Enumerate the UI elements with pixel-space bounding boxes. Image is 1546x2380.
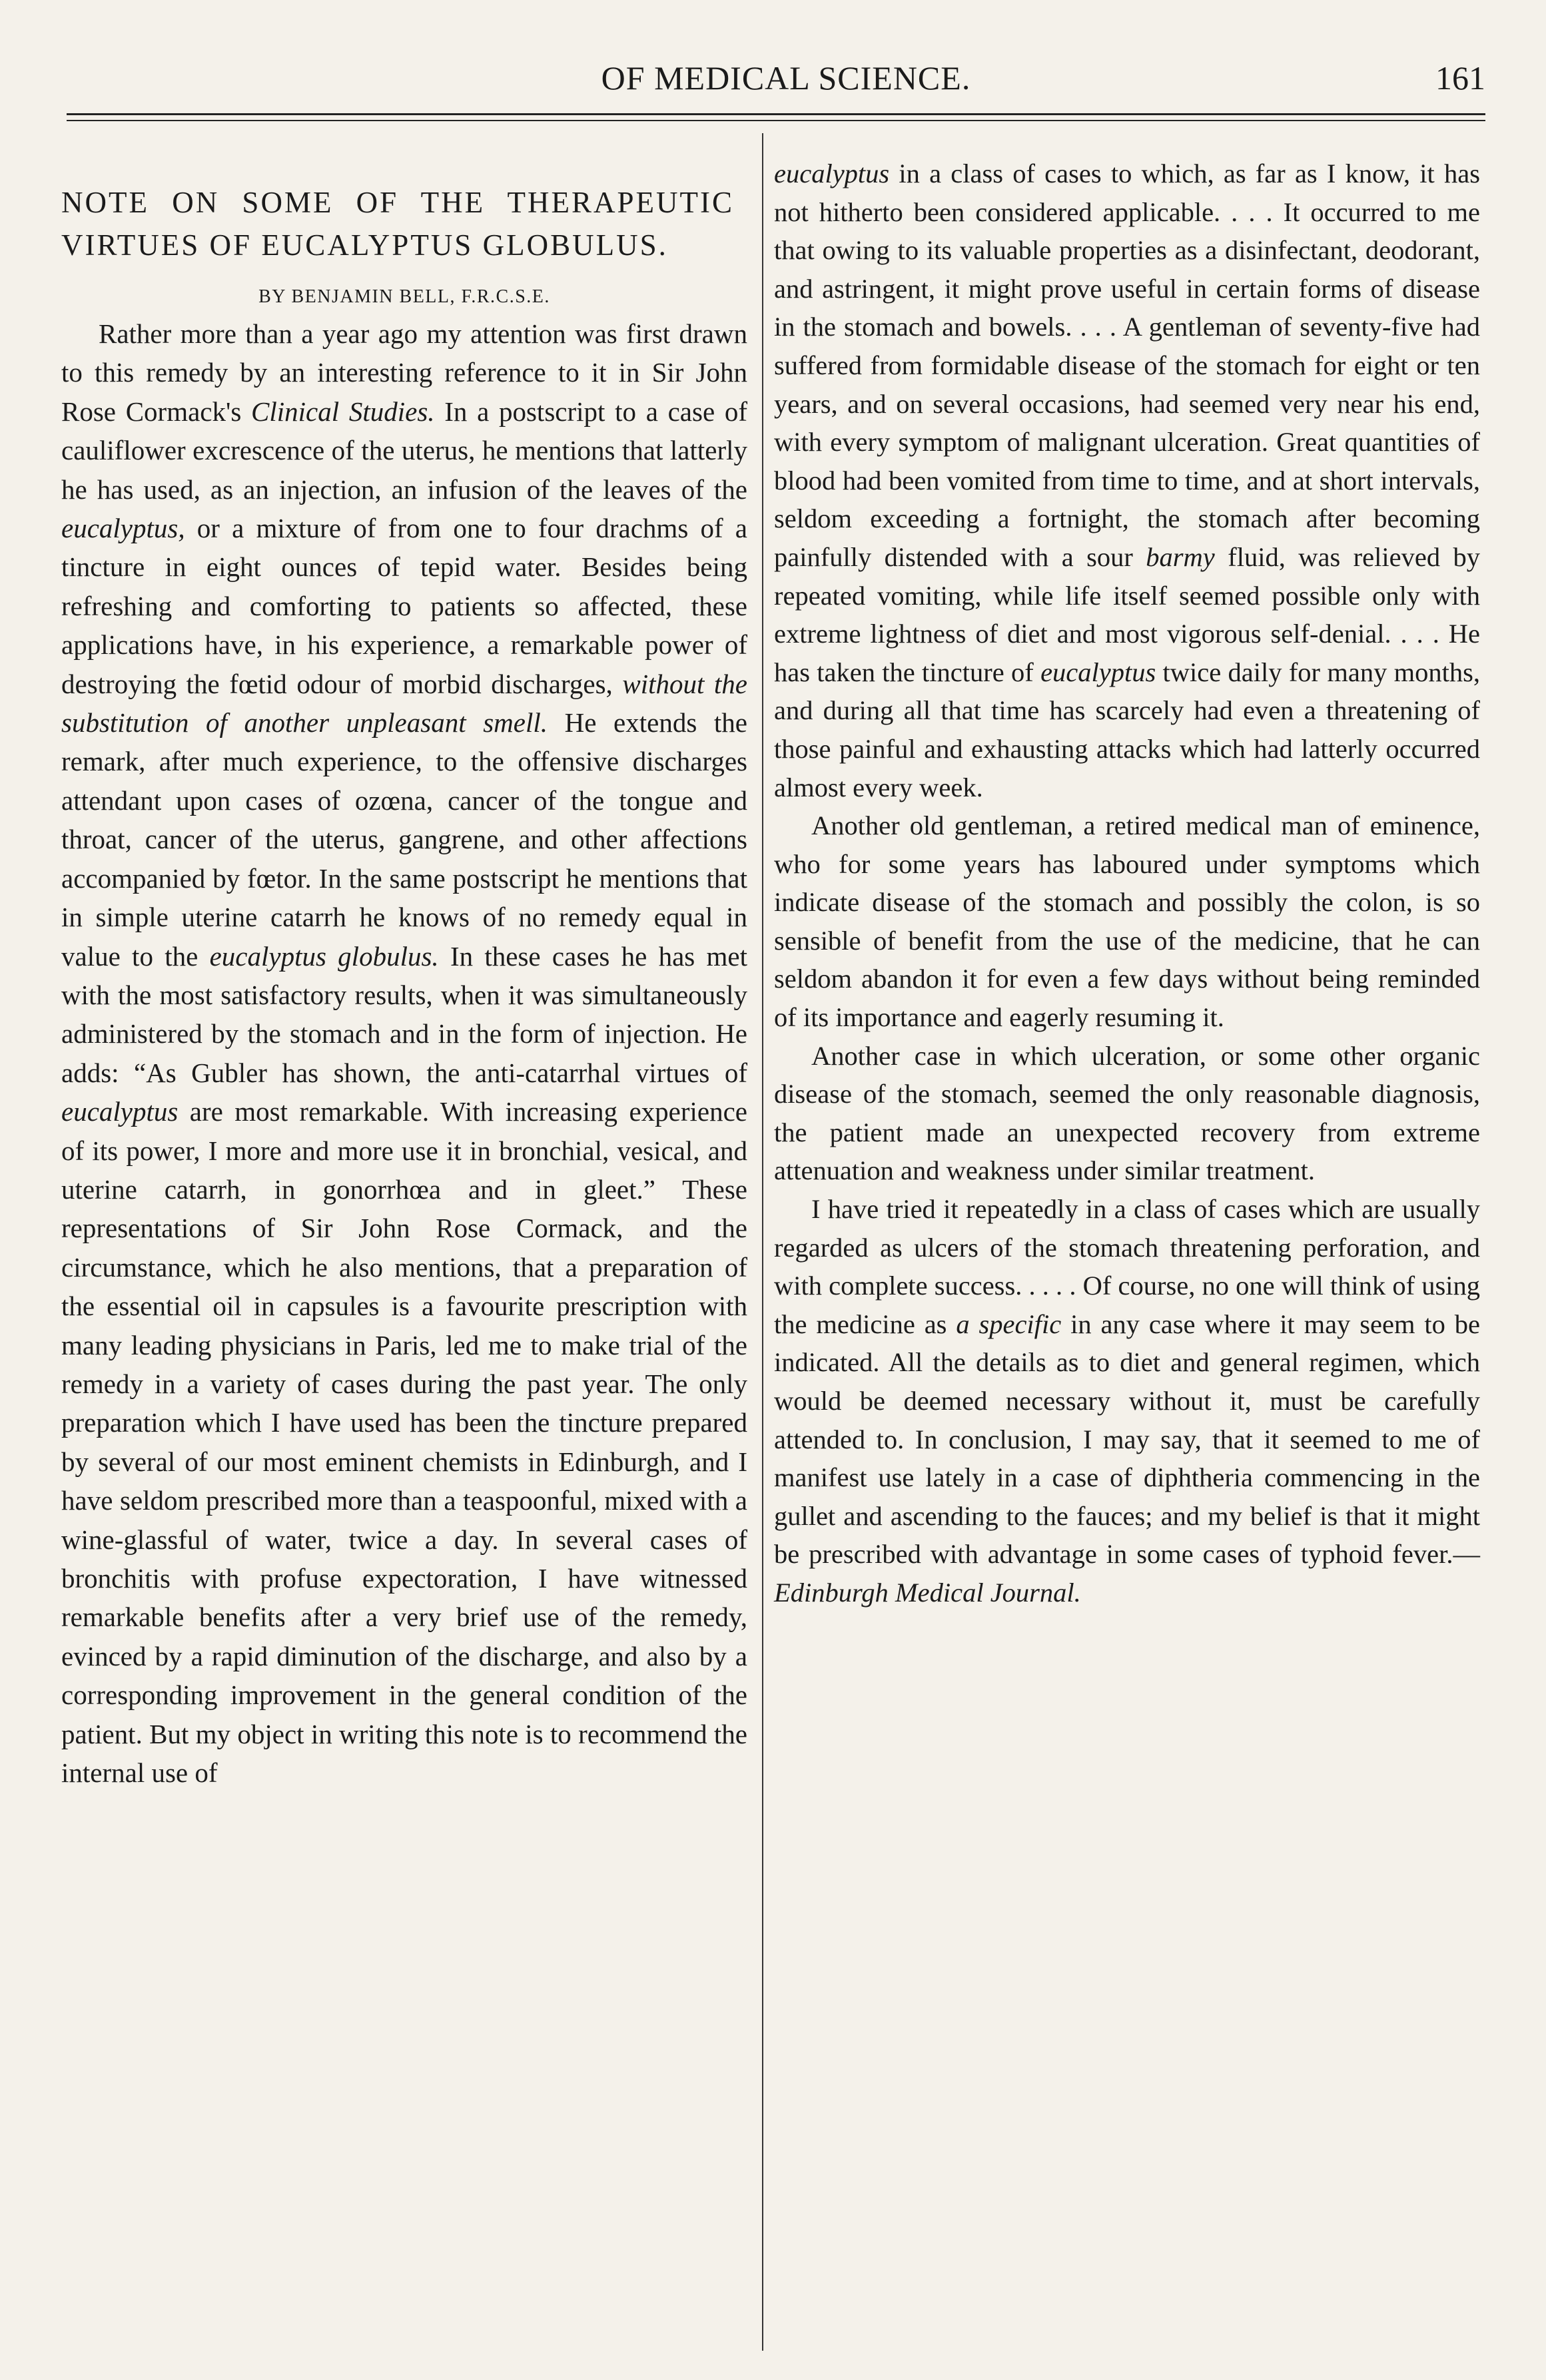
italic-term: eucalyptus	[1040, 657, 1156, 687]
header-rule-top	[67, 113, 1485, 115]
paragraph-4	[774, 1190, 1480, 1612]
text-run: in any case where it may seem to be indicated. All the details as to diet and general regimen, which would be deemed necessary without it, must be carefully attended to. In conclusion, I may say, that it seemed to me of manifest use lately in a case of diphtheria commencing in the gullet and ascending to the fauces; and my belief is that it might be prescribed with advantage in some cases of typhoid fever.—	[774, 1309, 1480, 1570]
paragraph-3: Another case in which ulceration, or some other organic disease of the stomach, seemed the only reasonable diagnosis, the patient made an unexpected recovery from extreme attenuation and weakness under similar treatment.	[774, 1040, 1480, 1186]
italic-term: barmy	[1146, 541, 1215, 572]
article-byline: BY BENJAMIN BELL, F.R.C.S.E.	[258, 286, 550, 307]
italic-term: a specific	[956, 1309, 1062, 1339]
right-column	[774, 154, 1480, 1612]
paragraph-1-part-2	[774, 154, 1480, 806]
italic-term: eucalyptus	[774, 158, 890, 188]
italic-phrase: without the substitution of another unpleasant smell.	[61, 668, 747, 739]
page-number: 161	[1435, 59, 1485, 97]
text-run: twice daily for many months, and during all that time has scarcely had even a threatening of those painful and exhausting attacks which had latterly occurred almost every week.	[774, 657, 1480, 802]
italic-term: eucalyptus,	[61, 513, 185, 544]
text-run: In these cases he has met with the most satisfactory results, when it was simultaneously administered by the stomach and in the form of injection. He adds: “As Gubler has shown, the anti-catarrhal virtues of	[61, 940, 747, 1088]
paragraph-2: Another old gentleman, a retired medical man of eminence, who for some years has laboured under symptoms which indicate disease of the stomach and possibly the colon, is so sensible of benefit from the use of the medicine, that he can seldom abandon it for even a few days without being reminded of its importance and eagerly resuming it.	[774, 810, 1480, 1033]
header-rule-bottom	[67, 120, 1485, 121]
paragraph-1-part-1	[61, 314, 747, 1792]
italic-term: eucalyptus	[61, 1096, 179, 1127]
running-title: OF MEDICAL SCIENCE.	[601, 59, 971, 97]
left-column	[61, 154, 747, 1792]
text-run: or a mixture of from one to four drachms of a tincture in eight ounces of tepid water. Besides being refreshing and comforting to patients so affected, these applications have, in his experience, a remarkable power of destroying the fœtid odour of morbid discharges,	[61, 513, 747, 699]
article-title: NOTE ON SOME OF THE THERAPEUTIC VIRTUES OF EUCALYPTUS GLOBULUS.	[61, 186, 734, 262]
text-run: I have tried it repeatedly in a class of cases which are usually regarded as ulcers of the stomach threatening perforation, and with complete success. . . . . Of course, no one will think of using the medicine as	[774, 1194, 1480, 1339]
reference-title: Clinical Studies.	[251, 396, 435, 427]
column-divider	[762, 133, 763, 2351]
text-run: in a class of cases to which, as far as I know, it has not hitherto been considered applicable. . . . It occurred to me that owing to its valuable properties as a disinfectant, deodorant, and astringent, it might prove useful in certain forms of disease in the stomach and bowels. . . . A gentleman of seventy-five had suffered from formidable disease of the stomach for eight or ten years, and on several occasions, had seemed very near his end, with every symptom of malignant ulceration. Great quantities of blood had been vomited from time to time, and at short intervals, seldom exceeding a fortnight, the stomach after becoming painfully distended with a sour	[774, 158, 1480, 572]
text-run: Rather more than a year ago my attention was first drawn to this remedy by an interesting reference to it in Sir John Rose Cormack's	[61, 318, 747, 427]
running-head	[0, 59, 1546, 112]
text-run: In a postscript to a case of cauliflower excrescence of the uterus, he mentions that latterly he has used, as an injection, an infusion of the leaves of the	[61, 396, 747, 505]
text-run: He extends the remark, after much experience, to the offensive discharges attendant upon cases of ozœna, cancer of the tongue and throat, cancer of the uterus, gangrene, and other affections accompanied by fœtor. In the same postscript he mentions that in simple uterine catarrh he knows of no remedy equal in value to the	[61, 707, 747, 972]
italic-term: eucalyptus globulus.	[209, 940, 439, 972]
source-citation: Edinburgh Medical Journal.	[774, 1577, 1081, 1608]
text-run: are most remarkable. With increasing experience of its power, I more and more use it in bronchial, vesical, and uterine catarrh, in gonorrhœa and in gleet.” These representations of Sir John Rose Cormack, and the circumstance, which he also mentions, that a preparation of the essential oil in capsules is a favourite prescription with many leading physicians in Paris, led me to make trial of the remedy in a variety of cases during the past year. The only preparation which I have used has been the tincture prepared by several of our most eminent chemists in Edinburgh, and I have seldom prescribed more than a teaspoonful, mixed with a wine-glassful of water, twice a day. In several cases of bronchitis with profuse expectoration, I have witnessed remarkable benefits after a very brief use of the remedy, evinced by a rapid diminution of the discharge, and also by a corresponding improvement in the general condition of the patient. But my object in writing this note is to recommend the internal use of	[61, 1096, 747, 1789]
text-run: fluid, was relieved by repeated vomiting, while life itself seemed possible only with extreme lightness of diet and most vigorous self-denial. . . . He has taken the tincture of	[774, 541, 1480, 687]
